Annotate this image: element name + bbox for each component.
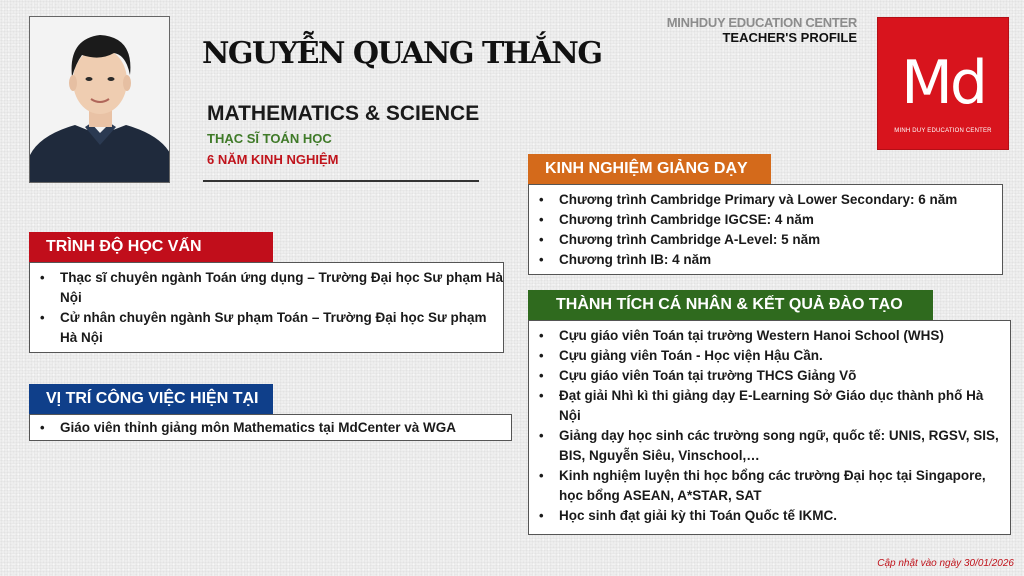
list-item: • Kinh nghiệm luyện thi học bổng các trường Đại học tại Singapore, học bổng ASEAN, A*STAR, SAT <box>529 466 1002 506</box>
list-item: • Cựu giáo viên Toán tại trường Western Hanoi School (WHS) <box>529 326 1002 346</box>
logo-subtext: MINH DUY EDUCATION CENTER <box>894 128 992 134</box>
list-item: • Cử nhân chuyên ngành Sư phạm Toán – Trường Đại học Sư phạm Hà Nội <box>30 308 503 348</box>
updated-date: Cập nhật vào ngày 30/01/2026 <box>877 558 1014 569</box>
md-logo <box>877 17 1009 150</box>
teacher-experience: 6 NĂM KINH NGHIỆM <box>207 152 339 167</box>
achievements-box <box>528 320 1011 535</box>
teaching-header: KINH NGHIỆM GIẢNG DẠY <box>528 154 771 184</box>
list-item: • Chương trình IB: 4 năm <box>529 250 1002 270</box>
teacher-name: NGUYỄN QUANG THẮNG <box>202 36 602 71</box>
position-header: VỊ TRÍ CÔNG VIỆC HIỆN TẠI <box>29 384 273 414</box>
education-box <box>29 262 504 353</box>
position-list <box>30 418 511 438</box>
teacher-degree: THẠC SĨ TOÁN HỌC <box>207 131 332 146</box>
achievements-header: THÀNH TÍCH CÁ NHÂN & KẾT QUẢ ĐÀO TẠO <box>528 290 933 320</box>
teaching-box <box>528 184 1003 275</box>
list-item: • Cựu giáo viên Toán tại trường THCS Giảng Võ <box>529 366 1002 386</box>
teacher-photo <box>29 16 170 183</box>
achievements-list <box>529 326 1002 526</box>
education-header: TRÌNH ĐỘ HỌC VẤN <box>29 232 273 262</box>
teaching-list <box>529 190 1002 270</box>
logo-text: Md <box>901 48 985 118</box>
teacher-subject: MATHEMATICS & SCIENCE <box>207 102 480 125</box>
list-item: • Chương trình Cambridge IGCSE: 4 năm <box>529 210 1002 230</box>
education-list <box>30 268 503 348</box>
list-item: • Cựu giảng viên Toán - Học viện Hậu Cần. <box>529 346 1002 366</box>
profile-label: TEACHER'S PROFILE <box>722 30 857 45</box>
list-item: • Học sinh đạt giải kỳ thi Toán Quốc tế IKMC. <box>529 506 1002 526</box>
list-item: • Chương trình Cambridge A-Level: 5 năm <box>529 230 1002 250</box>
position-box <box>29 414 512 441</box>
list-item: • Giáo viên thỉnh giảng môn Mathematics tại MdCenter và WGA <box>30 418 511 438</box>
list-item: • Chương trình Cambridge Primary và Lower Secondary: 6 năm <box>529 190 1002 210</box>
list-item: • Thạc sĩ chuyên ngành Toán ứng dụng – Trường Đại học Sư phạm Hà Nội <box>30 268 503 308</box>
org-name: MINHDUY EDUCATION CENTER <box>666 15 857 30</box>
portrait-photo-icon <box>30 17 170 183</box>
name-divider <box>203 180 479 182</box>
list-item: • Đạt giải Nhì kì thi giảng dạy E-Learning Sở Giáo dục thành phố Hà Nội <box>529 386 1002 426</box>
list-item: • Giảng dạy học sinh các trường song ngữ, quốc tế: UNIS, RGSV, SIS, BIS, Nguyễn Siêu, Vinschool,… <box>529 426 1002 466</box>
